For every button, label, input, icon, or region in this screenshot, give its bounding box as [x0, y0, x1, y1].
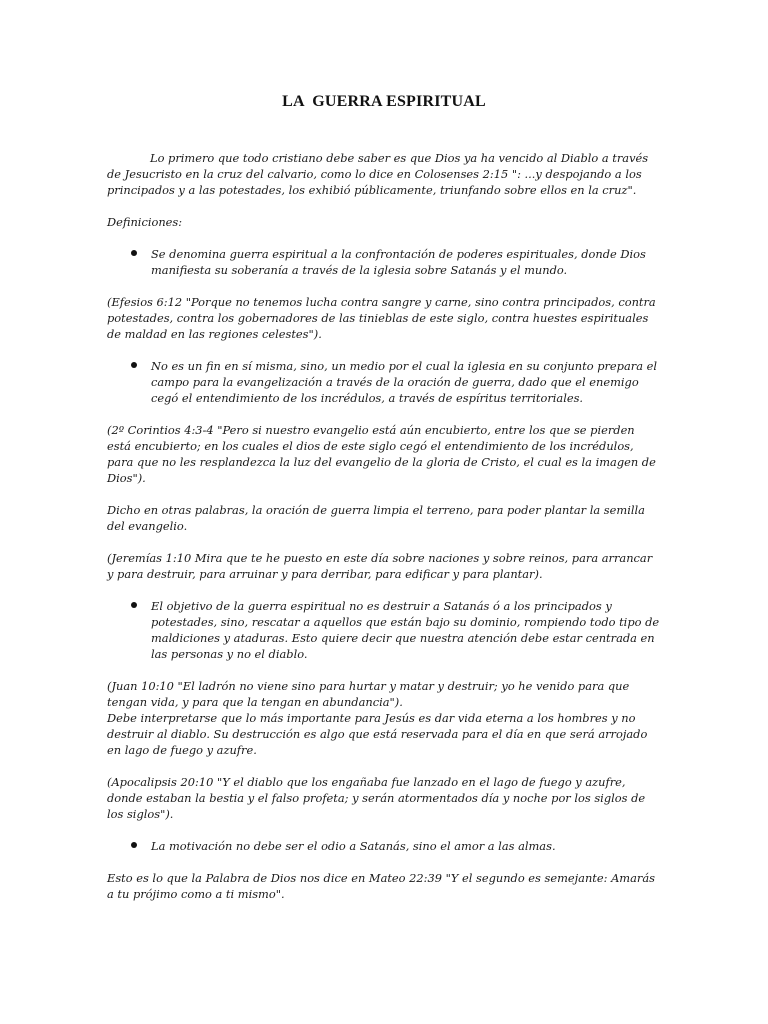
- bullet-text: El objetivo de la guerra espiritual no es destruir a Satanás ó a los principados y potestades, sino, rescatar a aquellos que están bajo su dominio, rompiendo todo tipo de maldiciones y ataduras. Esto quiere decir que nuestra atención debe estar centrada en las personas y no el diablo.: [151, 599, 660, 661]
- bullet-item: [107, 598, 662, 662]
- scripture-quote: (Juan 10:10 "El ladrón no viene sino para hurtar y matar y destruir; yo he venido para que tengan vida, y para que la tengan en abundancia").: [107, 679, 630, 709]
- bullet-dot-icon: [131, 842, 137, 848]
- scripture-quote: (Apocalipsis 20:10 "Y el diablo que los engañaba fue lanzado en el lago de fuego y azufre, donde estaban la bestia y el falso profeta; y serán atormentados día y noche por los siglos de los siglos").: [107, 775, 646, 821]
- document-body: [107, 150, 662, 918]
- body-paragraph: Debe interpretarse que lo más importante para Jesús es dar vida eterna a los hombres y no destruir al diablo. Su destrucción es algo que está reservada para el día en que será arrojado en lago de fuego y azufre.: [107, 711, 648, 757]
- scripture-quote: (Efesios 6:12 "Porque no tenemos lucha contra sangre y carne, sino contra principados, contra potestades, contra los gobernadores de las tinieblas de este siglo, contra huestes espirituales de maldad en las regiones celestes").: [107, 295, 656, 341]
- bullet-item: [107, 838, 662, 854]
- definitions-heading: Definiciones:: [107, 215, 183, 229]
- scripture-quote: (Jeremías 1:10 Mira que te he puesto en este día sobre naciones y sobre reinos, para arrancar y para destruir, para arruinar y para derribar, para edificar y para plantar).: [107, 551, 653, 581]
- bullet-dot-icon: [131, 362, 137, 368]
- bullet-dot-icon: [131, 250, 137, 256]
- bullet-text: No es un fin en sí misma, sino, un medio por el cual la iglesia en su conjunto prepara el campo para la evangelización a través de la oración de guerra, dado que el enemigo cegó el entendimiento de los incrédulos, a través de espíritus territoriales.: [151, 359, 657, 405]
- bullet-dot-icon: [131, 602, 137, 608]
- intro-paragraph: Lo primero que todo cristiano debe saber es que Dios ya ha vencido al Diablo a través de Jesucristo en la cruz del calvario, como lo dice en Colosenses 2:15 ": ...y despojando a los principados y a las potestades, los exhibió públicamente, triunfando sobre ellos en la cruz".: [107, 151, 649, 197]
- body-paragraph: Dicho en otras palabras, la oración de guerra limpia el terreno, para poder plantar la semilla del evangelio.: [107, 503, 645, 533]
- document-title: LA GUERRA ESPIRITUAL: [282, 93, 486, 110]
- bullet-item: [107, 358, 662, 406]
- body-paragraph: Esto es lo que la Palabra de Dios nos dice en Mateo 22:39 "Y el segundo es semejante: Amarás a tu prójimo como a ti mismo".: [107, 871, 655, 901]
- scripture-quote: (2º Corintios 4:3-4 "Pero si nuestro evangelio está aún encubierto, entre los que se pierden está encubierto; en los cuales el dios de este siglo cegó el entendimiento de los incrédulos, para que no les resplandezca la luz del evangelio de la gloria de Cristo, el cual es la imagen de Dios").: [107, 423, 656, 485]
- bullet-text: La motivación no debe ser el odio a Satanás, sino el amor a las almas.: [151, 839, 556, 853]
- bullet-item: [107, 246, 662, 278]
- bullet-text: Se denomina guerra espiritual a la confrontación de poderes espirituales, donde Dios manifiesta su soberanía a través de la iglesia sobre Satanás y el mundo.: [151, 247, 646, 277]
